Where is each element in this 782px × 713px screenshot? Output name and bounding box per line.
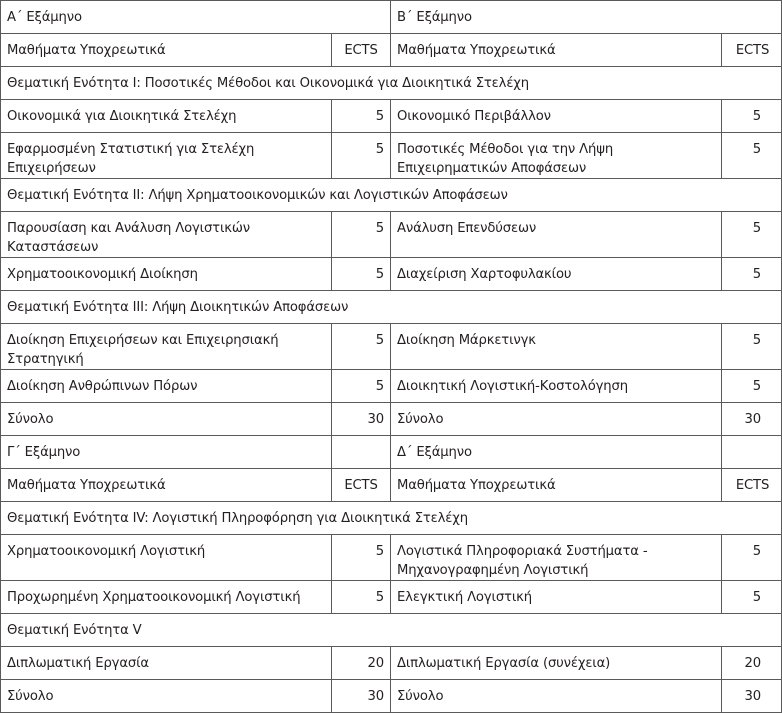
course-row: [1, 258, 782, 291]
course-name: Διαχείριση Χαρτοφυλακίου: [391, 258, 722, 291]
course-row: [1, 535, 782, 581]
course-row: [1, 133, 782, 179]
course-name: Διπλωματική Εργασία: [1, 647, 332, 680]
course-name: Χρηματοοικονομική Διοίκηση: [1, 258, 332, 291]
total-ects: 30: [722, 680, 782, 713]
course-name: Εφαρμοσμένη Στατιστική για Στελέχη Επιχειρήσεων: [1, 133, 332, 179]
unit-row: [1, 179, 782, 212]
unit-title: Θεματική Ενότητα ΙΙ: Λήψη Χρηματοοικονομικών και Λογιστικών Αποφάσεων: [1, 179, 782, 212]
course-row: [1, 370, 782, 403]
course-ects: 5: [332, 370, 391, 403]
course-name: Προχωρημένη Χρηματοοικονομική Λογιστική: [1, 581, 332, 614]
semester-c-title: Γ΄ Εξάμηνο: [1, 436, 332, 469]
semester-title-row: [1, 436, 782, 469]
unit-title: Θεματική Ενότητα V: [1, 614, 782, 647]
ects-header: ECTS: [722, 34, 782, 67]
total-row: [1, 680, 782, 713]
course-ects: 5: [722, 212, 782, 258]
courses-header: Μαθήματα Υποχρεωτικά: [1, 469, 332, 502]
course-row: [1, 100, 782, 133]
column-header-row: [1, 34, 782, 67]
course-ects: 5: [332, 258, 391, 291]
course-ects: 5: [722, 370, 782, 403]
unit-title: Θεματική Ενότητα Ι: Ποσοτικές Μέθοδοι και Οικονομικά για Διοικητικά Στελέχη: [1, 67, 782, 100]
total-label: Σύνολο: [1, 403, 332, 436]
course-ects: 5: [332, 581, 391, 614]
semester-d-title: Δ΄ Εξάμηνο: [391, 436, 722, 469]
semester-a-title: Α΄ Εξάμηνο: [1, 1, 391, 34]
empty-cell: [332, 436, 391, 469]
unit-row: [1, 67, 782, 100]
course-name: Οικονομικά για Διοικητικά Στελέχη: [1, 100, 332, 133]
unit-row: [1, 291, 782, 324]
semester-title-row: [1, 1, 782, 34]
course-row: [1, 212, 782, 258]
course-name: Παρουσίαση και Ανάλυση Λογιστικών Καταστάσεων: [1, 212, 332, 258]
course-ects: 20: [722, 647, 782, 680]
ects-header: ECTS: [332, 34, 391, 67]
course-ects: 5: [722, 258, 782, 291]
unit-row: [1, 614, 782, 647]
total-ects: 30: [722, 403, 782, 436]
course-name: Ανάλυση Επενδύσεων: [391, 212, 722, 258]
courses-header: Μαθήματα Υποχρεωτικά: [391, 469, 722, 502]
course-ects: 5: [722, 133, 782, 179]
course-ects: 5: [332, 535, 391, 581]
course-ects: 5: [722, 100, 782, 133]
course-ects: 20: [332, 647, 391, 680]
semester-b-title: Β΄ Εξάμηνο: [391, 1, 782, 34]
course-ects: 5: [332, 324, 391, 370]
unit-row: [1, 502, 782, 535]
course-ects: 5: [332, 100, 391, 133]
course-name: Ποσοτικές Μέθοδοι για την Λήψη Επιχειρηματικών Αποφάσεων: [391, 133, 722, 179]
course-ects: 5: [332, 133, 391, 179]
course-row: [1, 324, 782, 370]
course-row: [1, 647, 782, 680]
total-ects: 30: [332, 680, 391, 713]
course-name: Ελεγκτική Λογιστική: [391, 581, 722, 614]
unit-title: Θεματική Ενότητα IV: Λογιστική Πληροφόρηση για Διοικητικά Στελέχη: [1, 502, 782, 535]
course-row: [1, 581, 782, 614]
total-ects: 30: [332, 403, 391, 436]
courses-header: Μαθήματα Υποχρεωτικά: [391, 34, 722, 67]
empty-cell: [722, 436, 782, 469]
column-header-row: [1, 469, 782, 502]
course-name: Χρηματοοικονομική Λογιστική: [1, 535, 332, 581]
total-label: Σύνολο: [391, 403, 722, 436]
course-ects: 5: [722, 535, 782, 581]
course-ects: 5: [722, 581, 782, 614]
course-name: Οικονομικό Περιβάλλον: [391, 100, 722, 133]
course-name: Λογιστικά Πληροφοριακά Συστήματα - Μηχανογραφημένη Λογιστική: [391, 535, 722, 581]
course-name: Διπλωματική Εργασία (συνέχεια): [391, 647, 722, 680]
total-row: [1, 403, 782, 436]
course-name: Διοίκηση Επιχειρήσεων και Επιχειρησιακή Στρατηγική: [1, 324, 332, 370]
ects-header: ECTS: [332, 469, 391, 502]
course-name: Διοικητική Λογιστική-Κοστολόγηση: [391, 370, 722, 403]
total-label: Σύνολο: [1, 680, 332, 713]
course-ects: 5: [332, 212, 391, 258]
course-name: Διοίκηση Ανθρώπινων Πόρων: [1, 370, 332, 403]
ects-header: ECTS: [722, 469, 782, 502]
unit-title: Θεματική Ενότητα ΙΙΙ: Λήψη Διοικητικών Αποφάσεων: [1, 291, 782, 324]
course-name: Διοίκηση Μάρκετινγκ: [391, 324, 722, 370]
courses-header: Μαθήματα Υποχρεωτικά: [1, 34, 332, 67]
total-label: Σύνολο: [391, 680, 722, 713]
course-ects: 5: [722, 324, 782, 370]
